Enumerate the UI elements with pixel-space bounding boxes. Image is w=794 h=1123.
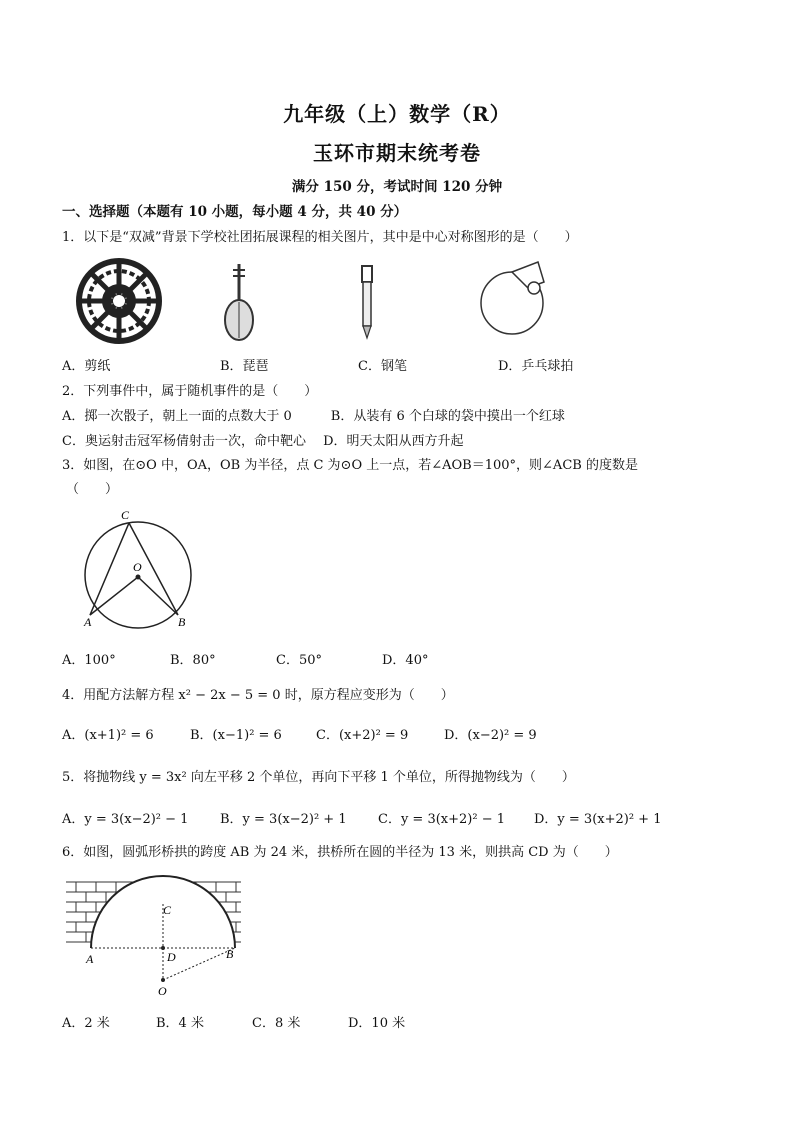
q3-option-d: D．40°	[382, 653, 429, 668]
q3-label-o: O	[133, 560, 142, 574]
q6-label-b: B	[226, 947, 234, 961]
q4-option-b: B．(x−1)² = 6	[190, 728, 282, 743]
q5-option-b: B．y = 3(x−2)² + 1	[220, 812, 347, 827]
q3-option-b: B．80°	[170, 653, 216, 668]
q6-label-c: C	[163, 903, 172, 917]
q1-paddle-image	[478, 258, 548, 340]
exam-title: 九年级（上）数学（R）	[283, 102, 511, 126]
q3-label-a: A	[84, 615, 92, 629]
q1-option-d: D．乒乓球拍	[498, 359, 574, 374]
q6-option-c: C．8 米	[252, 1016, 301, 1031]
exam-info: 满分 150 分，考试时间 120 分钟	[291, 179, 503, 195]
q3-option-a: A．100°	[62, 653, 116, 668]
q2-options-line1: A．掷一次骰子，朝上一面的点数大于 0 B．从装有 6 个白球的袋中摸出一个红球	[62, 409, 565, 424]
q3-option-c: C．50°	[276, 653, 322, 668]
q1-option-b: B．琵琶	[220, 359, 269, 374]
q4-option-a: A．(x+1)² = 6	[62, 728, 154, 743]
q6-option-b: B．4 米	[156, 1016, 204, 1031]
q6-label-d: D	[167, 950, 176, 964]
exam-subtitle: 玉环市期末统考卷	[313, 141, 481, 165]
q6-option-d: D．10 米	[348, 1016, 406, 1031]
q4-option-c: C．(x+2)² = 9	[316, 728, 409, 743]
q6-stem: 6．如图，圆弧形桥拱的跨度 AB 为 24 米，拱桥所在圆的半径为 13 米，则拱高 CD 为（ ）	[62, 845, 618, 860]
q6-bridge-diagram	[66, 868, 246, 1000]
q1-option-c: C．钢笔	[358, 359, 407, 374]
q3-stem: 3．如图，在⊙O 中，OA，OB 为半径，点 C 为⊙O 上一点，若∠AOB＝100°，则∠ACB 的度数是	[62, 458, 638, 473]
q3-circle-diagram	[72, 505, 202, 635]
q6-option-a: A．2 米	[62, 1016, 110, 1031]
q2-options-line2: C．奥运射击冠军杨倩射击一次，命中靶心 D．明天太阳从西方升起	[62, 434, 464, 449]
q1-stem: 1．以下是“双减”背景下学校社团拓展课程的相关图片，其中是中心对称图形的是（ ）	[62, 230, 578, 245]
q1-paper-cutting-image	[72, 256, 167, 346]
q3-paren: （ ）	[66, 482, 119, 497]
q6-label-a: A	[86, 952, 94, 966]
q4-option-d: D．(x−2)² = 9	[444, 728, 537, 743]
q3-label-b: B	[178, 615, 186, 629]
q5-option-a: A．y = 3(x−2)² − 1	[62, 812, 189, 827]
q4-stem: 4．用配方法解方程 x² − 2x − 5 = 0 时，原方程应变形为（ ）	[62, 688, 454, 703]
q6-label-o: O	[158, 984, 167, 998]
q5-stem: 5．将抛物线 y = 3x² 向左平移 2 个单位，再向下平移 1 个单位，所得抛物线为（ ）	[62, 770, 575, 785]
q2-stem: 2．下列事件中，属于随机事件的是（ ）	[62, 384, 318, 399]
q1-option-a: A．剪纸	[62, 359, 111, 374]
q1-pipa-image	[215, 262, 260, 342]
section-heading: 一、选择题（本题有 10 小题，每小题 4 分，共 40 分）	[62, 204, 408, 220]
q3-label-c: C	[121, 508, 130, 522]
q5-option-d: D．y = 3(x+2)² + 1	[534, 812, 662, 827]
q1-pen-image	[355, 262, 379, 342]
q5-option-c: C．y = 3(x+2)² − 1	[378, 812, 505, 827]
